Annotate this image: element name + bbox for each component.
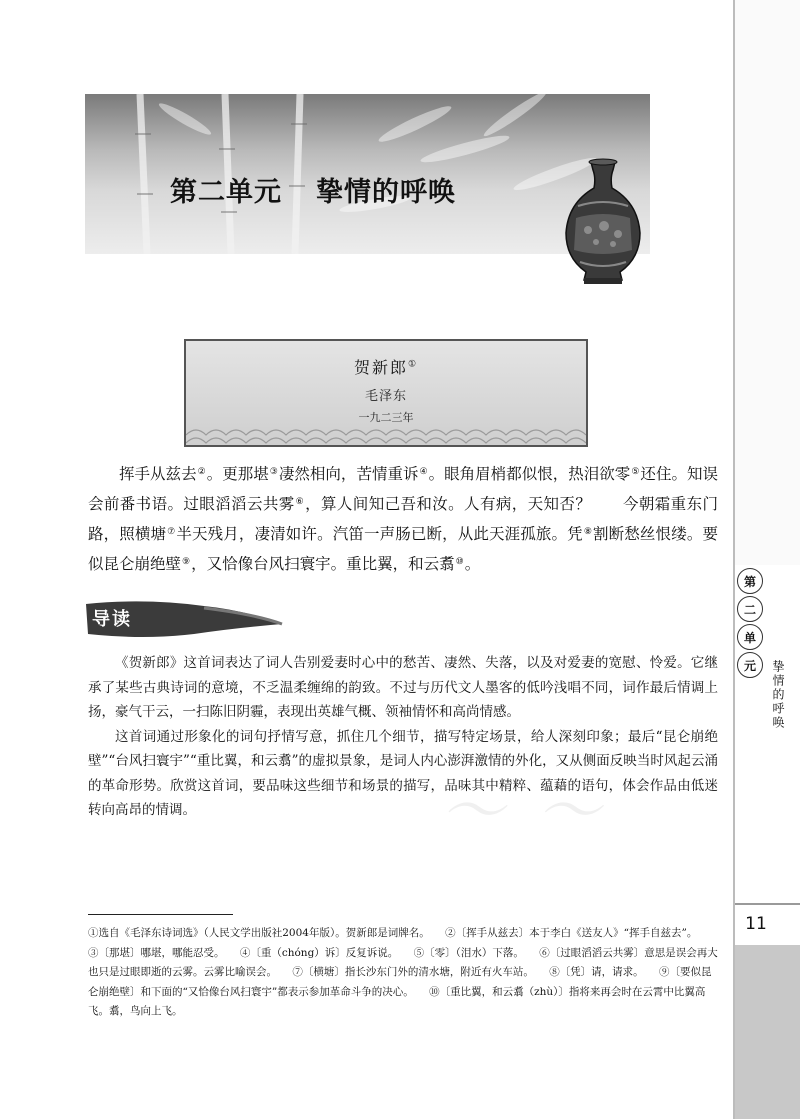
footnote-ref: ②	[197, 467, 206, 477]
poem-text-segment: 半天残月，凄清如许。汽笛一声肠已断，从此天涯孤旅。凭	[176, 525, 583, 543]
footnote: ③〔那堪〕哪堪，哪能忍受。	[88, 946, 225, 959]
poem-title-text: 贺新郎	[353, 358, 408, 377]
footnote-ref: ⑩	[455, 557, 464, 567]
poem-text-segment: ，算人间知己吾和汝。人有病，天知否？ 今朝霜重东门路，照横塘	[88, 495, 718, 543]
footnote-ref: ⑥	[295, 497, 305, 507]
footnote-ref: ④	[419, 467, 428, 477]
poem-text-segment: 挥手从兹去	[119, 465, 197, 483]
guide-body	[88, 651, 718, 823]
poem-year: 一九二三年	[358, 411, 414, 424]
footnote: ⑧〔凭〕请，请求。	[549, 966, 644, 978]
side-theme-label: 挚情的呼唤	[771, 660, 785, 730]
footnote-ref: ①	[407, 359, 419, 370]
footnote-ref: ⑤	[631, 467, 640, 477]
poem-text-segment: 。	[464, 555, 481, 573]
side-unit-char: 二	[737, 596, 763, 622]
side-unit-char: 单	[737, 624, 763, 650]
poem-text-segment: 。眼角眉梢都似恨，热泪欲零	[428, 465, 631, 483]
unit-title	[170, 170, 456, 209]
poem-text-segment: 还住。知误会前番书语。过眼滔滔云共雾	[88, 465, 718, 513]
footnote-ref: ⑧	[583, 527, 593, 537]
vase-image	[558, 158, 648, 288]
watermark: 〜 〜	[440, 775, 607, 849]
poem-text-segment: 。更那堪	[206, 465, 269, 483]
poem-author: 毛泽东	[364, 389, 407, 404]
footnote-ref: ⑨	[182, 557, 191, 567]
poem-text-segment: ，又恰像台风扫寰宇。重比翼，和云翥	[191, 555, 455, 573]
guide-paragraph: 《贺新郎》这首词表达了词人告别爱妻时心中的愁苦、凄然、失落，以及对爱妻的宽慰、怜爱。它继承了某些古典诗词的意境，不乏温柔缠绵的韵致。不过与历代文人墨客的低吟浅唱不同，词作最后情调上扬，豪气干云，一扫陈旧阴霾，表现出英雄气概、领袖情怀和高尚情感。	[88, 655, 718, 720]
poem-body	[88, 458, 718, 578]
footnote-ref: ⑦	[167, 527, 176, 537]
unit-theme: 挚情的呼唤	[316, 177, 456, 208]
poem-title-card	[184, 339, 588, 447]
side-unit-char: 第	[737, 568, 763, 594]
unit-number: 第二单元	[170, 177, 282, 208]
poem-title	[186, 355, 586, 378]
footnote-ref: ③	[269, 467, 278, 477]
page-margin-upper	[735, 0, 800, 565]
side-unit-char: 元	[737, 652, 763, 678]
footnote: ⑨〔要似昆仑崩绝壁〕和下面的“又恰像台风扫寰宇”都表示参加革命斗争的决心。	[88, 966, 712, 998]
page-margin-lower	[735, 945, 800, 1119]
footnote: ⑩〔重比翼，和云翥（zhù）〕指将来再会时在云霄中比翼高飞。翥，鸟向上飞。	[88, 985, 706, 1017]
guide-paragraph: 这首词通过形象化的词句抒情写意，抓住几个细节，描写特定场景，给人深刻印象；最后“昆仑崩绝壁”“台风扫寰宇”“重比翼，和云翥”的虚拟景象，是词人内心澎湃激情的外化，又从侧面反映当时风起云涌的革命形势。欣赏这首词，要品味这些细节和场景的描写，品味其中精粹、蕴藉的语句，体会作品由低迷转向高昂的情调。	[88, 728, 718, 818]
poem-paragraph	[88, 458, 718, 578]
footnote: ①选自《毛泽东诗词选》（人民文学出版社2004年版）。贺新郎是词牌名。	[88, 927, 430, 939]
footnote: ⑦〔横塘〕指长沙东门外的清水塘，附近有火车站。	[292, 966, 534, 978]
side-unit-label	[736, 568, 764, 678]
footnote-divider	[88, 914, 233, 915]
footnote: ②〔挥手从兹去〕本于李白《送友人》“挥手自兹去”。	[445, 927, 698, 939]
footnotes	[88, 924, 718, 1022]
poem-text-segment: 割断愁丝恨缕。要似昆仑崩绝壁	[88, 525, 718, 573]
page-number: 11	[745, 914, 767, 934]
footnote: ④〔重（chóng）诉〕反复诉说。	[239, 946, 399, 959]
footnote: ⑤〔零〕（泪水）下落。	[413, 946, 524, 959]
guide-heading: 导读	[92, 609, 132, 630]
poem-text-segment: 凄然相向，苦情重诉	[278, 465, 419, 483]
page-number-rule	[735, 903, 800, 905]
footnote: ⑥〔过眼滔滔云共雾〕意思是误会再大也只是过眼即逝的云雾。云雾比喻误会。	[88, 946, 718, 978]
